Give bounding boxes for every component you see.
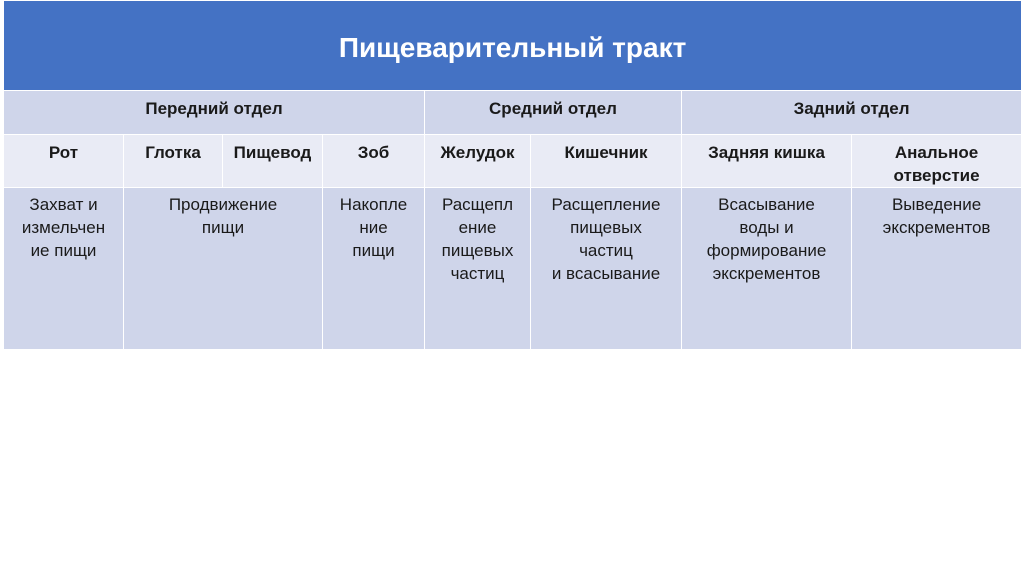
function-row [4, 188, 1022, 350]
section-header-row [4, 91, 1022, 135]
organ-hindgut: Задняя кишка [682, 135, 852, 188]
section-middle: Средний отдел [425, 91, 682, 135]
function-hindgut: Всасывание воды и формирование экскрементов [682, 188, 852, 350]
section-anterior: Передний отдел [4, 91, 425, 135]
function-intestine: Расщепление пищевых частиц и всасывание [531, 188, 682, 350]
organ-row [4, 135, 1022, 188]
organ-crop: Зоб [323, 135, 425, 188]
function-mouth: Захват и измельчен ие пищи [4, 188, 124, 350]
function-pharynx-esophagus: Продвижение пищи [124, 188, 323, 350]
organ-mouth: Рот [4, 135, 124, 188]
section-posterior: Задний отдел [682, 91, 1022, 135]
table-title-row [4, 1, 1022, 91]
organ-pharynx: Глотка [124, 135, 223, 188]
organ-esophagus: Пищевод [223, 135, 323, 188]
function-crop: Накопле ние пищи [323, 188, 425, 350]
organ-intestine: Кишечник [531, 135, 682, 188]
function-anus: Выведение экскрементов [852, 188, 1022, 350]
digestive-tract-table [3, 0, 1022, 350]
organ-stomach: Желудок [425, 135, 531, 188]
organ-anus: Анальное отверстие [852, 135, 1022, 188]
function-stomach: Расщепл ение пищевых частиц [425, 188, 531, 350]
table-title: Пищеварительный тракт [4, 1, 1022, 91]
